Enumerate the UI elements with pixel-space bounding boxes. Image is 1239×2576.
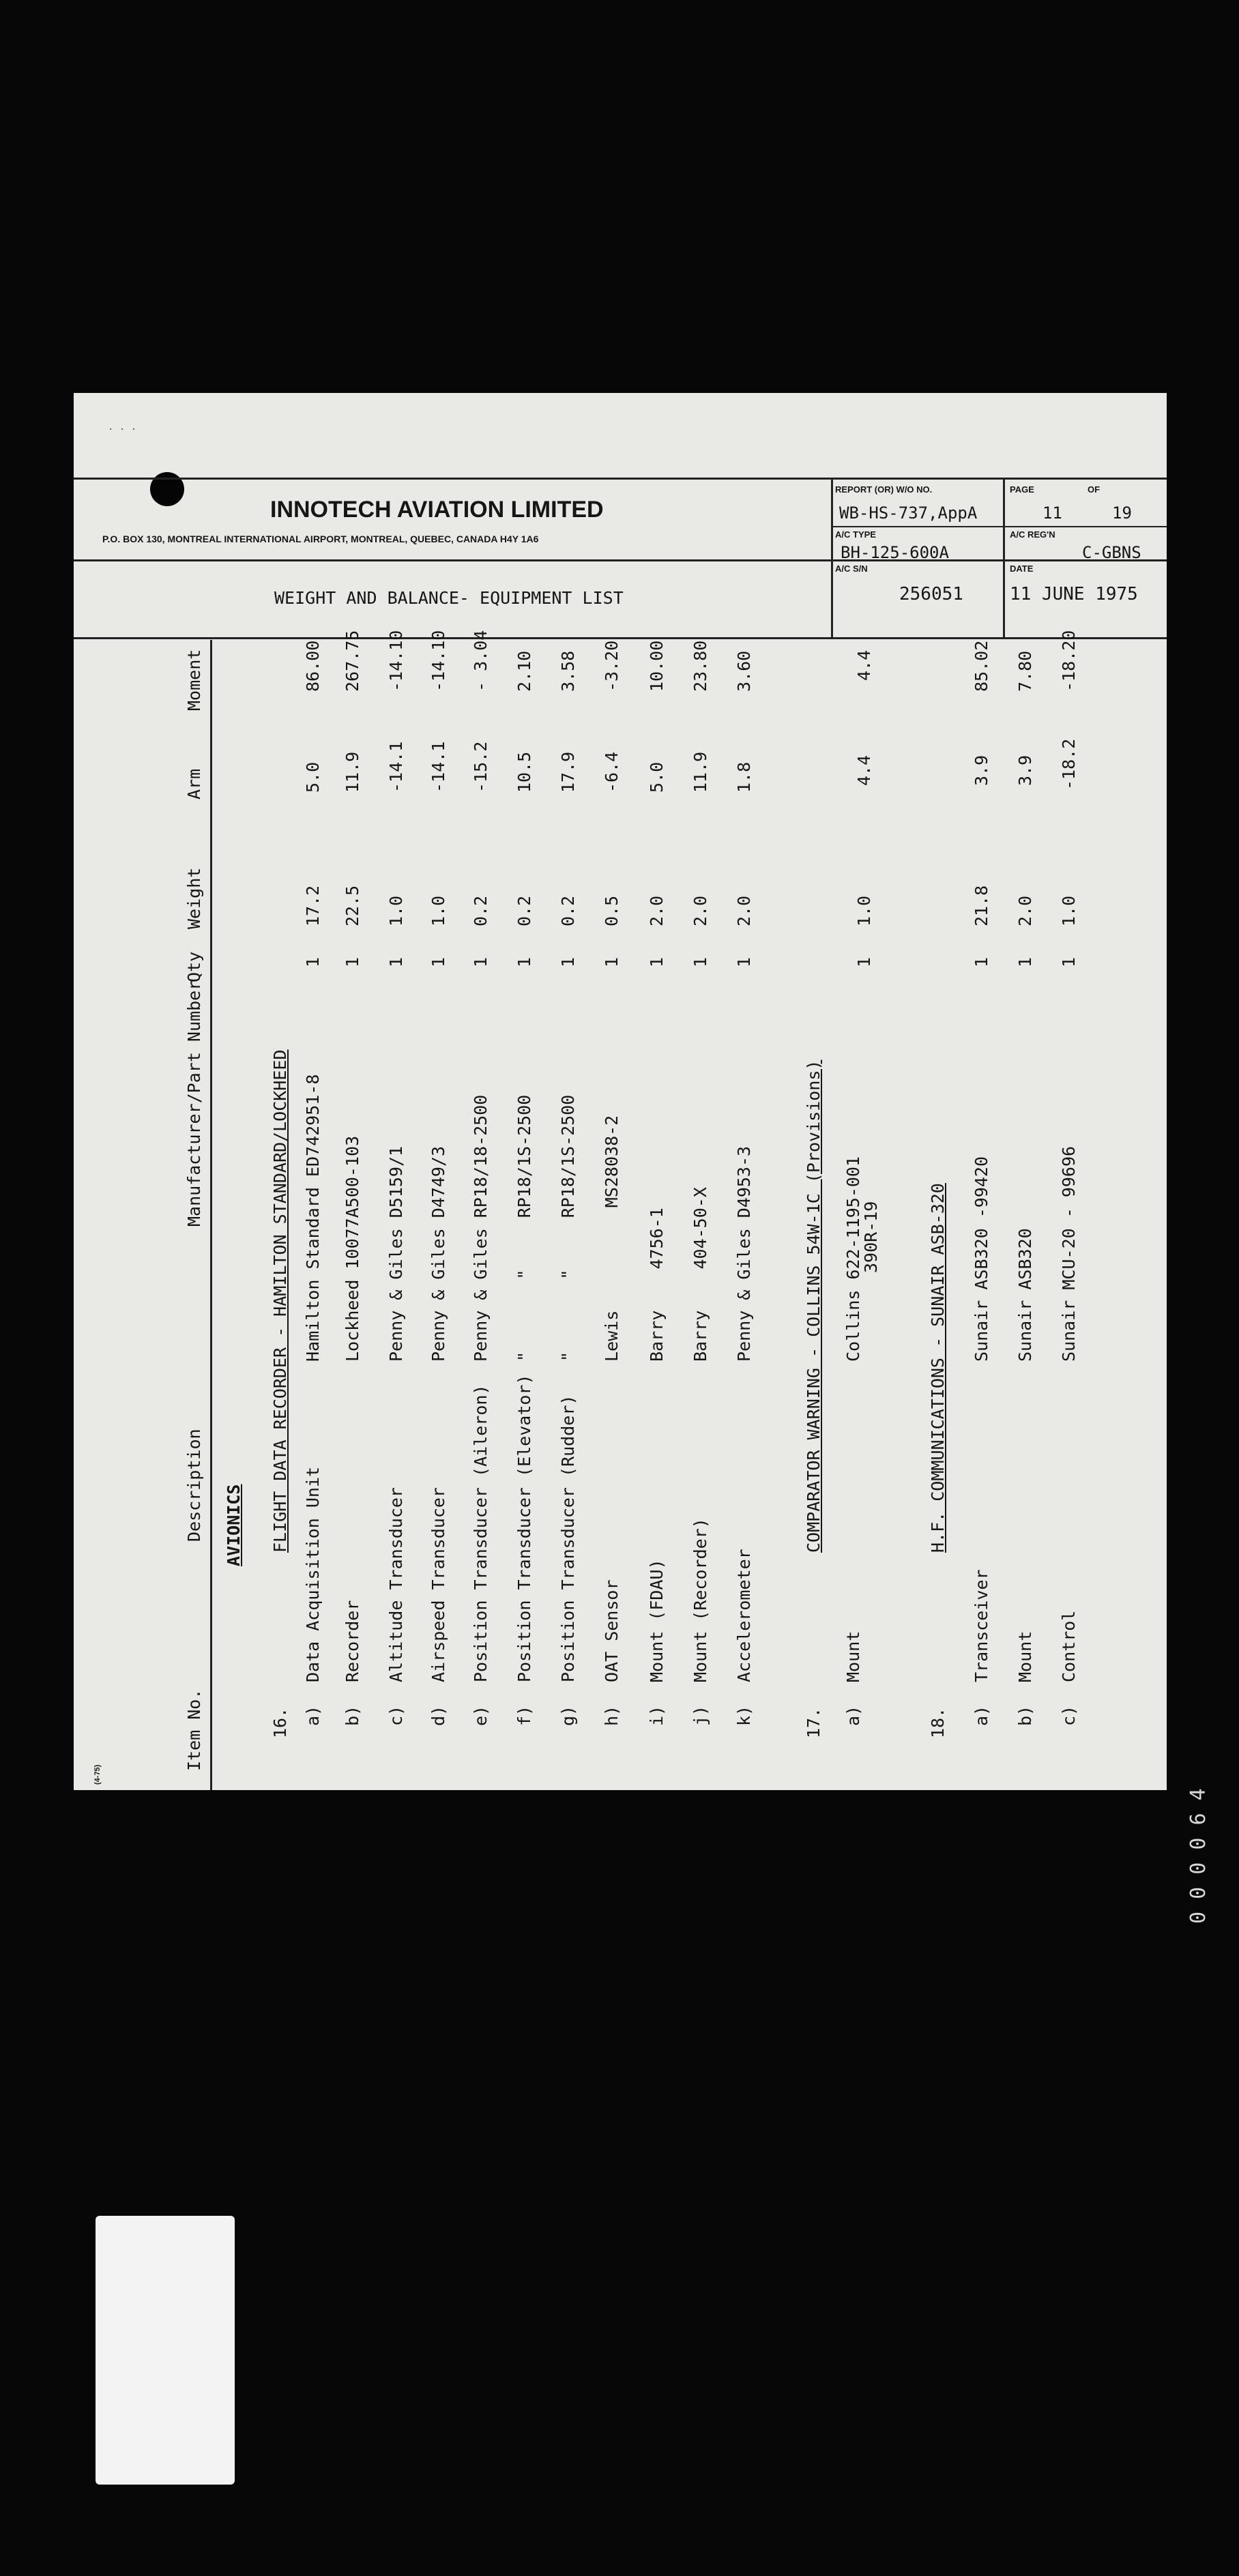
row-weight: 2.0 — [1015, 895, 1035, 926]
row-moment: 7.80 — [1015, 650, 1035, 692]
ac-sn-label: A/C S/N — [835, 564, 868, 574]
item-number: 18. — [928, 1707, 948, 1738]
row-description: Recorder — [342, 1600, 362, 1682]
row-arm: 3.9 — [972, 755, 991, 786]
row-description: Altitude Transducer — [386, 1487, 406, 1682]
row-weight: 0.2 — [514, 895, 534, 926]
row-qty: 1 — [972, 956, 991, 967]
row-letter: d) — [428, 1705, 448, 1726]
column-item-no: Item No. — [184, 1688, 204, 1771]
row-weight: 1.0 — [854, 895, 874, 926]
row-moment: 86.00 — [303, 640, 323, 692]
row-moment: 3.60 — [734, 650, 754, 692]
row-manufacturer-2: 390R-19 — [861, 1201, 881, 1273]
row-arm: -14.1 — [428, 741, 448, 793]
row-description: Mount — [1015, 1630, 1035, 1682]
column-manufacturer: Manufacturer/Part Number — [184, 980, 204, 1227]
row-qty: 1 — [690, 956, 710, 967]
row-letter: b) — [1015, 1705, 1035, 1726]
row-weight: 17.2 — [303, 885, 323, 926]
row-moment: -18.20 — [1059, 630, 1079, 692]
row-manufacturer: " " RP18/1S-2500 — [514, 1094, 534, 1362]
row-description: Mount (Recorder) — [690, 1518, 710, 1682]
row-letter: f) — [514, 1705, 534, 1726]
row-qty: 1 — [303, 956, 323, 967]
ac-regn-label: A/C REG'N — [1010, 529, 1055, 540]
row-qty: 1 — [602, 956, 622, 967]
row-moment: -3.20 — [602, 640, 622, 692]
page-label: PAGE — [1010, 484, 1034, 495]
row-description: Control — [1059, 1610, 1079, 1682]
row-arm: -18.2 — [1059, 738, 1079, 790]
row-description: Position Transducer (Elevator) — [514, 1374, 534, 1682]
form-code: (4-75) — [93, 1764, 102, 1785]
row-description: Position Transducer (Aileron) — [471, 1384, 491, 1682]
row-arm: 10.5 — [514, 751, 534, 793]
row-manufacturer: Barry 404-50-X — [690, 1187, 710, 1362]
item-number: 17. — [804, 1707, 823, 1738]
row-weight: 22.5 — [342, 885, 362, 926]
row-arm: 17.9 — [558, 751, 578, 793]
group-title: COMPARATOR WARNING - COLLINS 54W-1C (Provisions) — [804, 1059, 823, 1553]
row-description: Airspeed Transducer — [428, 1487, 448, 1682]
row-manufacturer: Penny & Giles D5159/1 — [386, 1145, 406, 1362]
ac-type-label: A/C TYPE — [835, 529, 876, 540]
row-qty: 1 — [854, 956, 874, 967]
row-manufacturer: Sunair MCU-20 - 99696 — [1059, 1145, 1079, 1362]
row-moment: 85.02 — [972, 640, 991, 692]
group-title: FLIGHT DATA RECORDER - HAMILTON STANDARD/LOCKHEED — [270, 1049, 290, 1553]
row-qty: 1 — [1015, 956, 1035, 967]
row-arm: -6.4 — [602, 751, 622, 793]
row-letter: i) — [647, 1705, 667, 1726]
row-manufacturer: Lockheed 10077A500-103 — [342, 1135, 362, 1362]
column-weight: Weight — [184, 867, 204, 929]
row-letter: e) — [471, 1705, 491, 1726]
row-moment: 10.00 — [647, 640, 667, 692]
row-weight: 0.5 — [602, 895, 622, 926]
row-weight: 21.8 — [972, 885, 991, 926]
row-description: Transceiver — [972, 1569, 991, 1682]
row-manufacturer: Sunair ASB320 -99420 — [972, 1156, 991, 1362]
row-manufacturer: Penny & Giles D4953-3 — [734, 1145, 754, 1362]
section-heading: AVIONICS — [224, 1484, 244, 1566]
row-manufacturer: Sunair ASB320 — [1015, 1228, 1035, 1362]
page-number: 11 — [1043, 503, 1062, 523]
row-letter: c) — [386, 1705, 406, 1726]
row-weight: 0.2 — [558, 895, 578, 926]
row-description: Data Acquisition Unit — [303, 1466, 323, 1682]
row-letter: a) — [303, 1705, 323, 1726]
row-moment: 23.80 — [690, 640, 710, 692]
row-letter: h) — [602, 1705, 622, 1726]
row-description: Accelerometer — [734, 1549, 754, 1682]
ac-type-value: BH-125-600A — [841, 543, 949, 562]
row-weight: 1.0 — [386, 895, 406, 926]
row-qty: 1 — [342, 956, 362, 967]
ac-regn-value: C-GBNS — [1082, 543, 1141, 562]
header-box-rule — [831, 526, 1167, 527]
row-weight: 2.0 — [647, 895, 667, 926]
row-arm: 5.0 — [647, 761, 667, 793]
row-description: OAT Sensor — [602, 1579, 622, 1682]
document-page — [74, 393, 1167, 1790]
row-letter: b) — [342, 1705, 362, 1726]
header-box-divider — [831, 478, 833, 639]
row-description: Position Transducer (Rudder) — [558, 1394, 578, 1682]
date-value: 11 JUNE 1975 — [1010, 584, 1138, 604]
row-qty: 1 — [734, 956, 754, 967]
company-address: P.O. BOX 130, MONTREAL INTERNATIONAL AIRPORT, MONTREAL, QUEBEC, CANADA H4Y 1A6 — [102, 533, 539, 544]
row-moment: 2.10 — [514, 650, 534, 692]
row-moment: 4.4 — [854, 649, 874, 681]
company-name: INNOTECH AVIATION LIMITED — [270, 497, 604, 523]
column-moment: Moment — [184, 649, 204, 711]
row-qty: 1 — [514, 956, 534, 967]
row-qty: 1 — [647, 956, 667, 967]
group-title: H.F. COMMUNICATIONS - SUNAIR ASB-320 — [928, 1183, 948, 1553]
row-letter: k) — [734, 1705, 754, 1726]
row-arm: 11.9 — [690, 751, 710, 793]
row-weight: 1.0 — [428, 895, 448, 926]
row-weight: 2.0 — [734, 895, 754, 926]
row-manufacturer: Penny & Giles RP18/18-2500 — [471, 1094, 491, 1362]
of-label: OF — [1088, 484, 1100, 495]
column-arm: Arm — [184, 768, 204, 800]
row-arm: 4.4 — [854, 755, 874, 786]
row-arm: 3.9 — [1015, 755, 1035, 786]
row-arm: 1.8 — [734, 761, 754, 793]
row-letter: j) — [690, 1705, 710, 1726]
row-moment: -14.10 — [428, 630, 448, 692]
row-arm: 5.0 — [303, 761, 323, 793]
frame-number: 0 0 0 0 6 4 — [1186, 1788, 1210, 1924]
row-manufacturer: " " RP18/1S-2500 — [558, 1094, 578, 1362]
row-qty: 1 — [1059, 956, 1079, 967]
row-moment: 3.58 — [558, 650, 578, 692]
row-qty: 1 — [558, 956, 578, 967]
row-manufacturer: Penny & Giles D4749/3 — [428, 1145, 448, 1362]
page-marks: · · · — [108, 424, 137, 435]
date-label: DATE — [1010, 564, 1034, 574]
row-weight: 1.0 — [1059, 895, 1079, 926]
report-label: REPORT (OR) W/O NO. — [835, 484, 933, 495]
row-qty: 1 — [386, 956, 406, 967]
row-arm: 11.9 — [342, 751, 362, 793]
row-manufacturer: Barry 4756-1 — [647, 1208, 667, 1362]
row-letter: a) — [972, 1705, 991, 1726]
row-weight: 2.0 — [690, 895, 710, 926]
row-letter: g) — [558, 1705, 578, 1726]
column-header-rule — [210, 640, 212, 1790]
item-number: 16. — [270, 1707, 290, 1738]
column-description: Description — [184, 1429, 204, 1542]
row-moment: -14.10 — [386, 630, 406, 692]
header-box-divider-2 — [1003, 478, 1005, 639]
row-description: Mount (FDAU) — [647, 1559, 667, 1682]
row-arm: -14.1 — [386, 741, 406, 793]
row-weight: 0.2 — [471, 895, 491, 926]
report-number: WB-HS-737,AppA — [839, 503, 978, 523]
row-qty: 1 — [428, 956, 448, 967]
column-qty: Qty — [184, 951, 204, 982]
film-tab — [96, 2216, 235, 2485]
row-manufacturer: Collins 622-1195-001 — [843, 1156, 863, 1362]
row-manufacturer: Lewis MS28038-2 — [602, 1115, 622, 1362]
document-title: WEIGHT AND BALANCE- EQUIPMENT LIST — [274, 588, 624, 608]
row-description: Mount — [843, 1630, 863, 1682]
row-arm: -15.2 — [471, 741, 491, 793]
ac-sn-value: 256051 — [899, 584, 963, 604]
row-qty: 1 — [471, 956, 491, 967]
row-manufacturer: Hamilton Standard ED742951-8 — [303, 1074, 323, 1362]
row-moment: 267.75 — [342, 630, 362, 692]
row-letter: c) — [1059, 1705, 1079, 1726]
row-letter: a) — [843, 1705, 863, 1726]
row-moment: - 3.04 — [471, 630, 491, 692]
page-total: 19 — [1112, 503, 1132, 523]
